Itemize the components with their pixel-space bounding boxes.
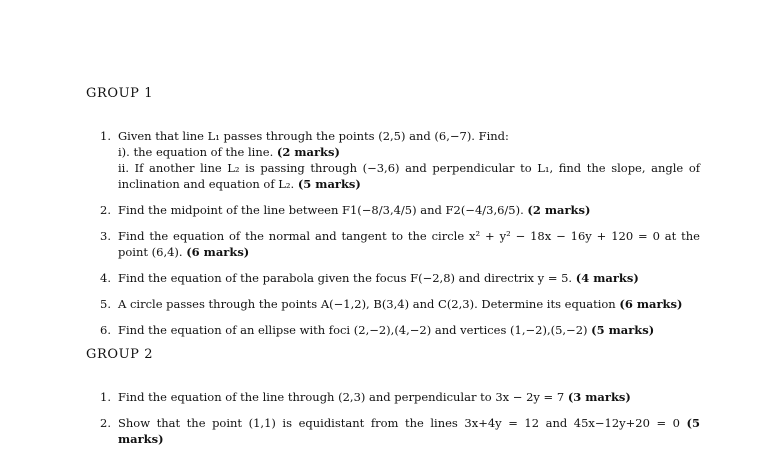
question-item <box>100 389 700 405</box>
question-item <box>100 270 700 286</box>
question-body <box>118 322 700 338</box>
question-number: 2. <box>100 203 111 217</box>
question-body <box>118 202 700 218</box>
question-line <box>118 128 700 144</box>
question-body <box>118 228 700 260</box>
question-body <box>118 389 700 405</box>
marks-label: (4 marks) <box>575 271 639 285</box>
marks-label: (2 marks) <box>276 145 340 159</box>
question-text: i). the equation of the line. <box>118 145 277 159</box>
question-number: 4. <box>100 271 111 285</box>
question-text: Find the midpoint of the line between F1(−8/3,4/5) and F2(−4/3,6/5). <box>118 203 528 217</box>
question-number: 1. <box>100 390 111 404</box>
marks-label: (5 marks) <box>118 416 700 446</box>
marks-label: (5 marks) <box>591 323 655 337</box>
question-text: A circle passes through the points A(−1,2), B(3,4) and C(2,3). Determine its equation <box>118 297 620 311</box>
marks-label: (3 marks) <box>567 390 631 404</box>
question-body <box>118 270 700 286</box>
group-2-heading: GROUP 2 <box>86 347 154 362</box>
question-body <box>118 128 700 192</box>
group-1-heading: GROUP 1 <box>86 86 154 101</box>
question-item <box>100 322 700 338</box>
question-part <box>118 144 700 160</box>
question-text: ii. If another line L₂ is passing through (−3,6) and perpendicular to L₁, find the slope, angle of inclination and equation of L₂. <box>118 161 700 191</box>
question-text: Find the equation of an ellipse with foci (2,−2),(4,−2) and vertices (1,−2),(5,−2) <box>118 323 592 337</box>
group-2-question-list <box>100 389 700 457</box>
question-text: Given that line L₁ passes through the points (2,5) and (6,−7). Find: <box>118 129 509 143</box>
question-item <box>100 128 700 192</box>
question-number: 1. <box>100 129 111 143</box>
question-number: 5. <box>100 297 111 311</box>
question-text: Find the equation of the parabola given the focus F(−2,8) and directrix y = 5. <box>118 271 576 285</box>
question-number: 3. <box>100 229 111 243</box>
question-text: Find the equation of the line through (2,3) and perpendicular to 3x − 2y = 7 <box>118 390 568 404</box>
question-item <box>100 415 700 447</box>
question-item <box>100 202 700 218</box>
question-item <box>100 296 700 312</box>
question-part <box>118 160 700 192</box>
marks-label: (5 marks) <box>297 177 361 191</box>
marks-label: (6 marks) <box>186 245 250 259</box>
question-number: 6. <box>100 323 111 337</box>
question-body <box>118 415 700 447</box>
question-body <box>118 296 700 312</box>
marks-label: (2 marks) <box>527 203 591 217</box>
group-1-question-list <box>100 128 700 348</box>
marks-label: (6 marks) <box>619 297 683 311</box>
question-number: 2. <box>100 416 111 430</box>
question-text: Show that the point (1,1) is equidistant from the lines 3x+4y = 12 and 45x−12y+20 = 0 <box>118 416 687 430</box>
question-text: Find the equation of the normal and tangent to the circle x² + y² − 18x − 16y + 120 = 0 at the point (6,4). <box>118 229 700 259</box>
question-item <box>100 228 700 260</box>
